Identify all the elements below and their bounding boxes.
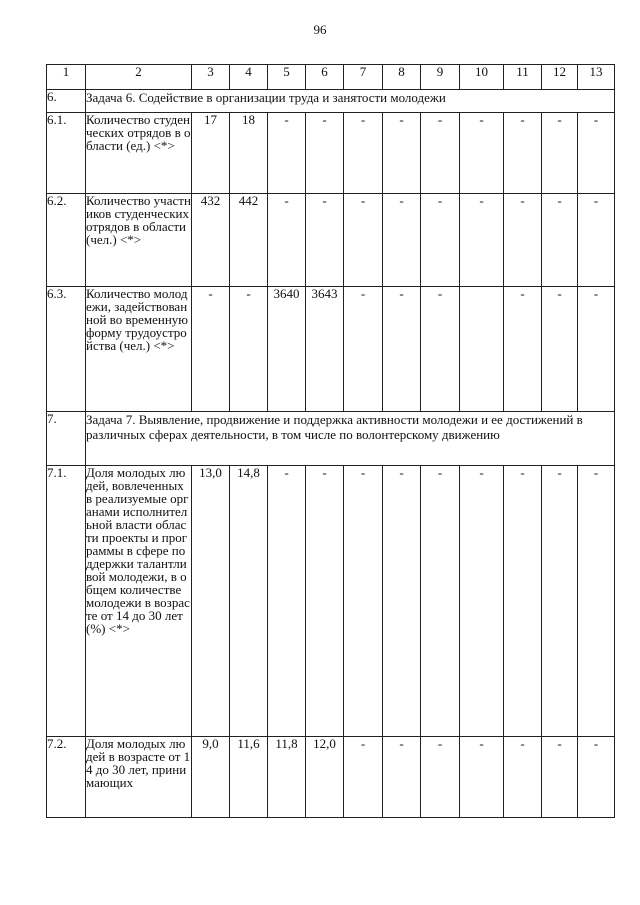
row-number: 6.3. [47, 287, 86, 412]
value-cell: - [344, 737, 383, 818]
column-header: 8 [383, 65, 421, 90]
value-cell: 442 [230, 194, 268, 287]
value-cell: - [504, 287, 542, 412]
column-header: 9 [421, 65, 460, 90]
program-indicators-table [46, 64, 615, 818]
table-row [47, 466, 615, 737]
column-header: 5 [268, 65, 306, 90]
value-cell: - [421, 287, 460, 412]
value-cell: - [542, 737, 578, 818]
value-cell: - [344, 194, 383, 287]
value-cell: - [383, 466, 421, 737]
value-cell: - [460, 113, 504, 194]
column-header: 6 [306, 65, 344, 90]
value-cell: - [578, 113, 615, 194]
value-cell: 11,8 [268, 737, 306, 818]
indicator-description: Доля молодых людей, вовлеченных в реализуемые органами исполнительной власти области проекты и программы в сфере поддержки талантливой молодежи, в общем количестве молодежи в возрасте от 14 до 30 лет (%) <*> [86, 466, 192, 737]
indicator-description: Доля молодых людей в возрасте от 14 до 30 лет, принимающих [86, 737, 192, 818]
value-cell: - [344, 466, 383, 737]
value-cell: - [421, 466, 460, 737]
value-cell: - [306, 466, 344, 737]
indicator-description: Количество молодежи, задействованной во временную форму трудоустройства (чел.) <*> [86, 287, 192, 412]
value-cell: 432 [192, 194, 230, 287]
value-cell: - [383, 194, 421, 287]
value-cell: 13,0 [192, 466, 230, 737]
value-cell: - [230, 287, 268, 412]
column-header: 10 [460, 65, 504, 90]
header-row [47, 65, 615, 90]
row-number: 7. [47, 412, 86, 466]
column-header: 13 [578, 65, 615, 90]
value-cell: - [542, 466, 578, 737]
value-cell: - [383, 113, 421, 194]
task-row [47, 90, 615, 113]
value-cell: - [421, 737, 460, 818]
indicator-description: Количество участников студенческих отрядов в области (чел.) <*> [86, 194, 192, 287]
value-cell [460, 287, 504, 412]
value-cell: - [306, 113, 344, 194]
value-cell: - [542, 113, 578, 194]
table-row [47, 737, 615, 818]
value-cell: - [542, 287, 578, 412]
value-cell: 18 [230, 113, 268, 194]
column-header: 11 [504, 65, 542, 90]
table-row [47, 287, 615, 412]
value-cell: 11,6 [230, 737, 268, 818]
task-row [47, 412, 615, 466]
column-header: 4 [230, 65, 268, 90]
column-header: 1 [47, 65, 86, 90]
row-number: 6.1. [47, 113, 86, 194]
value-cell: - [306, 194, 344, 287]
value-cell: - [542, 194, 578, 287]
value-cell: - [504, 466, 542, 737]
value-cell: - [578, 287, 615, 412]
value-cell: - [460, 194, 504, 287]
value-cell: - [268, 466, 306, 737]
value-cell: - [383, 737, 421, 818]
value-cell: - [344, 113, 383, 194]
value-cell: - [460, 466, 504, 737]
task-heading: Задача 7. Выявление, продвижение и поддержка активности молодежи и ее достижений в различных сферах деятельности, в том числе по волонтерскому движению [86, 412, 615, 466]
value-cell: - [504, 194, 542, 287]
row-number: 7.2. [47, 737, 86, 818]
value-cell: 3643 [306, 287, 344, 412]
task-heading: Задача 6. Содействие в организации труда и занятости молодежи [86, 90, 615, 113]
value-cell: 17 [192, 113, 230, 194]
column-header: 3 [192, 65, 230, 90]
column-header: 12 [542, 65, 578, 90]
column-header: 2 [86, 65, 192, 90]
value-cell: - [383, 287, 421, 412]
row-number: 6.2. [47, 194, 86, 287]
value-cell: - [421, 113, 460, 194]
row-number: 7.1. [47, 466, 86, 737]
row-number: 6. [47, 90, 86, 113]
value-cell: - [268, 113, 306, 194]
table-row [47, 113, 615, 194]
value-cell: - [504, 113, 542, 194]
indicator-description: Количество студенческих отрядов в области (ед.) <*> [86, 113, 192, 194]
value-cell: - [578, 466, 615, 737]
value-cell: - [192, 287, 230, 412]
value-cell: 12,0 [306, 737, 344, 818]
table-row [47, 194, 615, 287]
value-cell: - [578, 737, 615, 818]
value-cell: - [344, 287, 383, 412]
value-cell: - [421, 194, 460, 287]
value-cell: - [460, 737, 504, 818]
value-cell: - [578, 194, 615, 287]
value-cell: 9,0 [192, 737, 230, 818]
value-cell: - [268, 194, 306, 287]
value-cell: 14,8 [230, 466, 268, 737]
value-cell: 3640 [268, 287, 306, 412]
page-number: 96 [313, 22, 327, 37]
column-header: 7 [344, 65, 383, 90]
value-cell: - [504, 737, 542, 818]
